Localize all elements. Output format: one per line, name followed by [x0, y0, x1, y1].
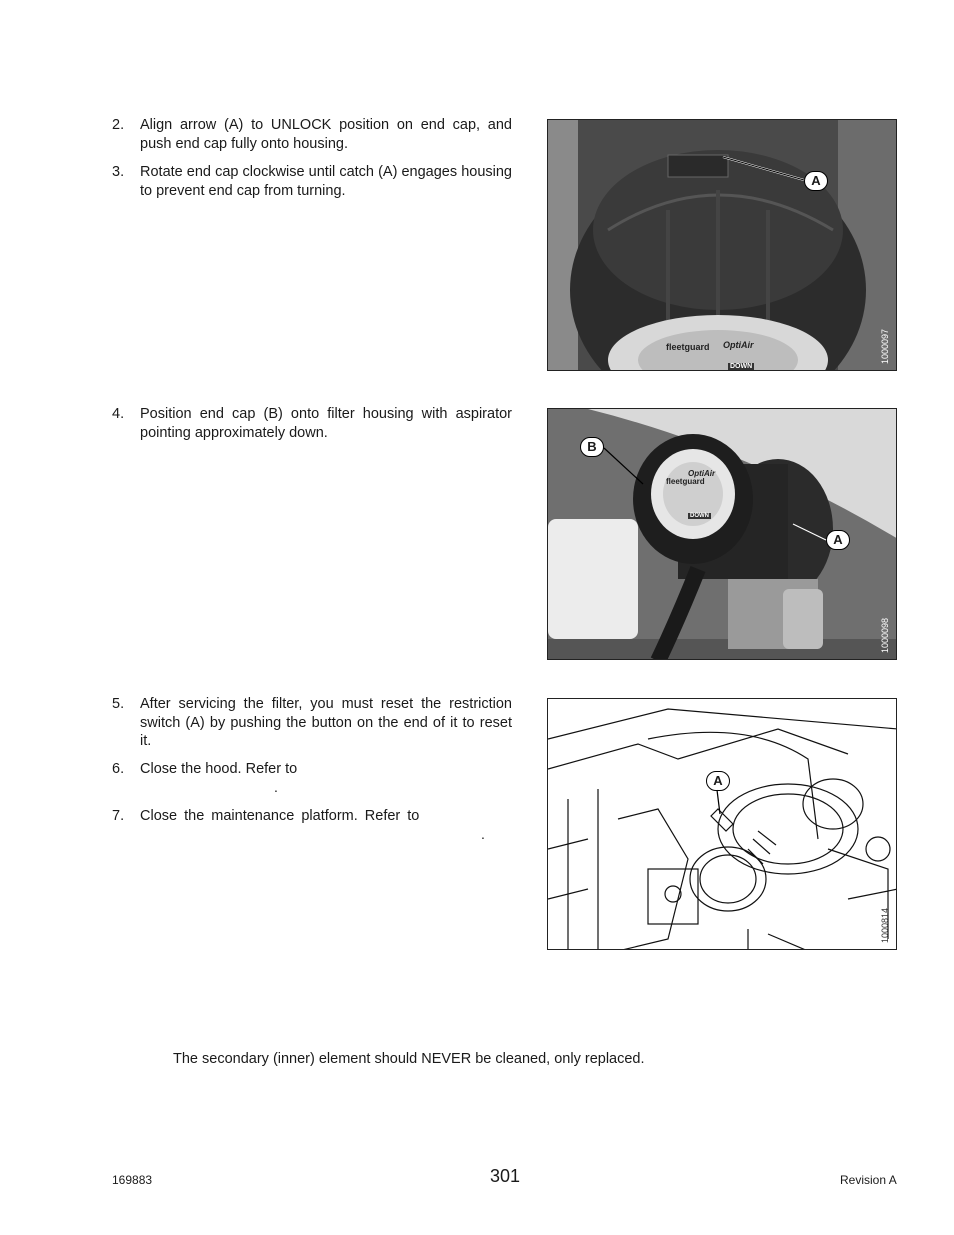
callout-b: B	[580, 437, 604, 457]
step-number: 2.	[112, 117, 125, 133]
step-text: Position end cap (B) onto filter housing with aspirator pointing approximately down.	[140, 406, 512, 441]
step-text: Align arrow (A) to UNLOCK position on end cap, and push end cap fully onto housing.	[140, 117, 512, 152]
step-text: After servicing the filter, you must reset the restriction switch (A) by pushing the button on the end of it to reset it.	[140, 696, 512, 749]
brand-label: OptiAir	[723, 340, 754, 350]
brand-label: fleetguard	[666, 342, 710, 352]
callout-a: A	[804, 171, 828, 191]
note-text: The secondary (inner) element should NEVER be cleaned, only replaced.	[173, 1051, 645, 1067]
callout-a: A	[826, 530, 850, 550]
direction-label: DOWN	[690, 513, 709, 519]
direction-label: DOWN	[730, 363, 753, 370]
step-3	[112, 163, 512, 200]
step-number: 7.	[112, 808, 125, 824]
brand-label: OptiAir	[688, 469, 716, 478]
document-number: 169883	[112, 1173, 153, 1187]
step-number: 3.	[112, 164, 125, 180]
figure-restriction-switch	[547, 698, 897, 950]
step-6-reference-period: .	[274, 779, 278, 795]
figure-code: 1000814	[880, 907, 890, 943]
callout-a: A	[706, 771, 730, 791]
leader-lines	[548, 409, 897, 660]
figure-end-cap-position	[547, 408, 897, 660]
step-number: 4.	[112, 406, 125, 422]
leader-lines	[548, 699, 897, 950]
step-6	[112, 760, 512, 779]
step-5	[112, 695, 512, 751]
leader-lines	[548, 120, 897, 371]
step-text: Close the hood. Refer to	[140, 761, 298, 777]
figure-code: 1000098	[880, 617, 890, 653]
revision-label: Revision A	[840, 1173, 897, 1187]
figure-code: 1000097	[880, 328, 890, 364]
step-text: Close the maintenance platform. Refer to	[140, 808, 420, 824]
figure-end-cap-catch	[547, 119, 897, 371]
step-number: 6.	[112, 761, 125, 777]
step-7	[112, 807, 512, 826]
step-text: Rotate end cap clockwise until catch (A) engages housing to prevent end cap from turning.	[140, 164, 512, 199]
step-7-reference-period: .	[481, 826, 485, 842]
step-number: 5.	[112, 696, 125, 712]
step-2	[112, 116, 512, 153]
step-4	[112, 405, 512, 442]
page-number: 301	[490, 1166, 521, 1186]
brand-label: fleetguard	[666, 477, 705, 486]
